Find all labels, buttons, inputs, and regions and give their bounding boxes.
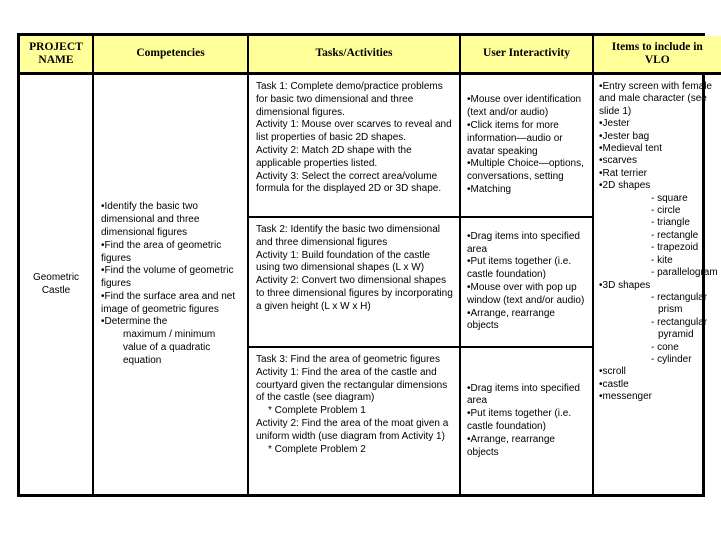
vlo-item: - circle	[651, 205, 681, 217]
project-name-value: Geometric Castle	[32, 271, 80, 296]
header-items-vlo-label: Items to include in VLO	[611, 40, 703, 66]
header-items-vlo	[594, 36, 721, 75]
task-line: Task 3: Find the area of geometric figures	[256, 354, 440, 365]
task-line: Activity 1: Find the area of the castle and courtyard given the rectangular dimensions of the castle (see diagram)	[256, 366, 448, 404]
header-project-name	[20, 36, 94, 75]
header-user-interactivity	[461, 36, 594, 75]
header-project-name-label: PROJECT NAME	[29, 40, 83, 66]
competency-item: maximum / minimum value of a quadratic equation	[123, 329, 216, 366]
vlo-item: •2D shapes	[599, 180, 651, 192]
vlo-item: •Jester	[599, 118, 630, 130]
task-line: Activity 2: Match 2D shape with the applicable properties listed.	[256, 144, 412, 169]
vlo-item: - rectangular prism	[651, 291, 708, 316]
task-line: Activity 1: Mouse over scarves to reveal and list properties of basic 2D shapes.	[256, 119, 452, 144]
cell-interactivity-task-1	[461, 75, 594, 218]
interactivity-item: •Drag items into specified area	[467, 382, 580, 407]
competency-item: •Identify the basic two dimensional and three dimensional figures	[101, 201, 200, 238]
header-tasks-activities	[249, 36, 461, 75]
vlo-item: •Medieval tent	[599, 143, 662, 155]
interactivity-item: •Matching	[467, 183, 512, 195]
project-planning-table	[17, 33, 718, 497]
vlo-item: - kite	[651, 254, 673, 266]
header-user-interactivity-label: User Interactivity	[483, 47, 570, 60]
interactivity-item: •Mouse over identification (text and/or audio)	[467, 94, 582, 119]
vlo-item: - triangle	[651, 217, 690, 229]
vlo-item: - square	[651, 192, 688, 204]
competency-item: •Determine the	[101, 316, 168, 328]
task-line: * Complete Problem 1	[268, 405, 366, 417]
task-line: Activity 3: Select the correct area/volume formula for the displayed 2D or 3D shape.	[256, 170, 442, 195]
vlo-item: - trapezoid	[651, 242, 699, 254]
vlo-item: - parallelogram	[651, 267, 718, 279]
task-line: Task 2: Identify the basic two dimensional and three dimensional figures	[256, 224, 440, 248]
vlo-item: •messenger	[599, 391, 652, 403]
vlo-item: - rectangle	[651, 229, 699, 241]
interactivity-item: •Put items together (i.e. castle foundation)	[467, 408, 572, 432]
cell-competencies	[94, 75, 249, 494]
interactivity-item: •Multiple Choice—options, conversations, setting	[467, 158, 584, 183]
cell-task-1	[249, 75, 461, 218]
vlo-item: - cylinder	[651, 353, 692, 365]
task-line: * Complete Problem 2	[268, 443, 366, 455]
vlo-item: •Entry screen with female and male character (see slide 1)	[599, 81, 712, 117]
header-competencies-label: Competencies	[136, 47, 205, 60]
vlo-item: •castle	[599, 378, 629, 390]
interactivity-item: •Arrange, rearrange objects	[467, 433, 555, 458]
interactivity-item: •Drag items into specified area	[467, 230, 580, 255]
header-competencies	[94, 36, 249, 75]
vlo-item: - cone	[651, 341, 679, 353]
cell-task-2	[249, 218, 461, 348]
cell-interactivity-task-3	[461, 348, 594, 494]
interactivity-item: •Arrange, rearrange objects	[467, 307, 555, 332]
cell-project-name	[20, 75, 94, 494]
vlo-item: - rectangular pyramid	[651, 316, 708, 341]
interactivity-item: •Mouse over with pop up window (text and/or audio)	[467, 282, 585, 306]
vlo-item: •scroll	[599, 366, 626, 378]
cell-vlo-items	[594, 75, 721, 494]
cell-task-3	[249, 348, 461, 494]
interactivity-item: •Put items together (i.e. castle foundation)	[467, 256, 572, 281]
vlo-item: •3D shapes	[599, 279, 651, 291]
task-line: Activity 2: Convert two dimensional shapes to three dimensional figures by incorporating a given height (L x W x H)	[256, 275, 453, 312]
competency-item: •Find the volume of geometric figures	[101, 265, 234, 290]
competency-item: •Find the area of geometric figures	[101, 239, 222, 264]
task-line: Task 1: Complete demo/practice problems for basic two dimensional and three dimensional figures.	[256, 81, 443, 118]
vlo-item: •Jester bag	[599, 130, 650, 142]
competency-item: •Find the surface area and net image of geometric figures	[101, 290, 236, 315]
interactivity-item: •Click items for more information—audio or avatar speaking	[467, 119, 563, 157]
task-line: Activity 2: Find the area of the moat given a uniform width (use diagram from Activity 1)	[256, 417, 449, 442]
header-tasks-activities-label: Tasks/Activities	[315, 47, 393, 60]
vlo-item: •scarves	[599, 155, 637, 167]
cell-interactivity-task-2	[461, 218, 594, 348]
vlo-item: •Rat terrier	[599, 167, 647, 179]
task-line: Activity 1: Build foundation of the castle using two dimensional shapes (L x W)	[256, 249, 430, 274]
